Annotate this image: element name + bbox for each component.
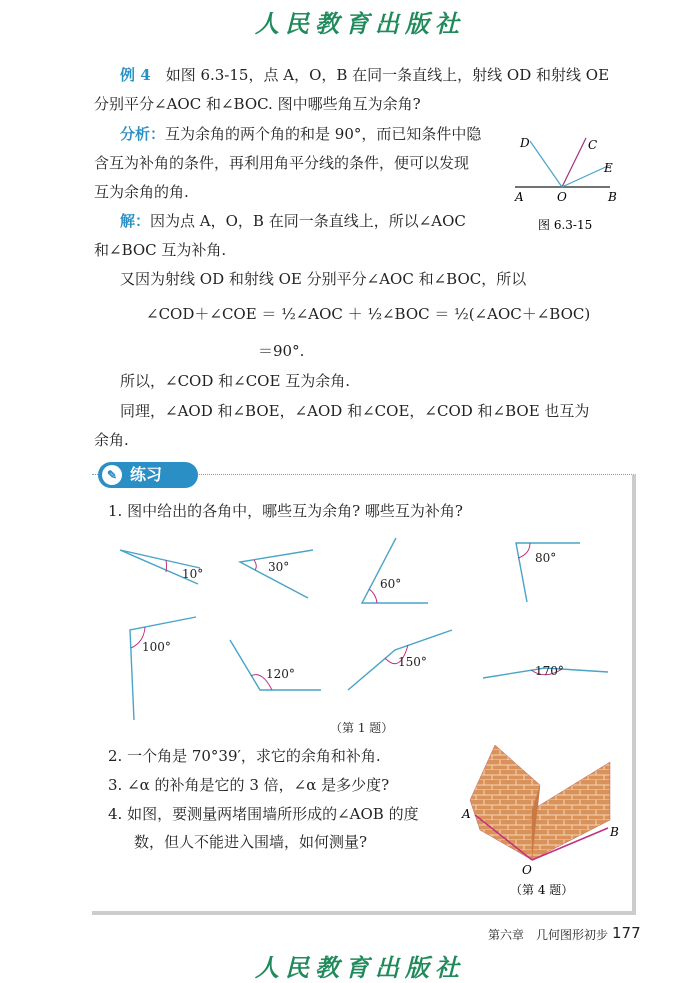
angle-label-150: 150°	[398, 655, 427, 669]
label-o: O	[557, 190, 567, 204]
angle-label-100: 100°	[142, 640, 171, 654]
formula-line-2: ＝90°.	[258, 342, 305, 360]
solution-label: 解：	[120, 212, 151, 230]
figure-caption: 图 6.3-15	[538, 218, 593, 232]
example-text: 如图 6.3-15，点 A，O，B 在同一条直线上，射线 OD 和射线 OE	[165, 66, 610, 84]
wall-label-a: A	[462, 807, 471, 821]
analysis-line-3: 互为余角的角.	[94, 183, 189, 201]
formula-line-1: ∠COD＋∠COE ＝ ½∠AOC ＋ ½∠BOC ＝ ½(∠AOC＋∠BOC)	[146, 305, 591, 323]
question-4-caption: （第 4 题）	[510, 883, 574, 897]
publisher-logo: 人民教育出版社	[255, 9, 465, 38]
solution-line-3: 又因为射线 OD 和射线 OE 分别平分∠AOC 和∠BOC，所以	[120, 270, 527, 288]
label-e: E	[604, 161, 613, 175]
analysis-label: 分析：	[120, 125, 166, 143]
angle-label-120: 120°	[266, 667, 295, 681]
angle-label-10: 10°	[182, 567, 204, 581]
example-line-2: 分别平分∠AOC 和∠BOC. 图中哪些角互为余角?	[94, 95, 421, 113]
practice-icon: ✎	[102, 465, 122, 485]
analysis-line-2: 含互为补角的条件，再利用角平分线的条件，便可以发现	[94, 154, 470, 172]
chapter-title: 第六章 几何图形初步	[488, 928, 609, 942]
label-b: B	[608, 190, 617, 204]
angle-label-60: 60°	[380, 577, 402, 591]
analysis-text: 互为余角的两个角的和是 90°，而已知条件中隐	[165, 125, 482, 143]
angle-label-80: 80°	[535, 551, 557, 565]
question-1: 1. 图中给出的各角中，哪些互为余角? 哪些互为补角?	[108, 502, 463, 520]
question-1-caption: （第 1 题）	[330, 721, 394, 735]
solution-text: 因为点 A，O，B 在同一条直线上，所以∠AOC	[150, 212, 466, 230]
solution-line-4: 所以，∠COD 和∠COE 互为余角.	[120, 372, 350, 390]
label-a: A	[515, 190, 524, 204]
wall-label-o: O	[522, 863, 532, 877]
example-label: 例 4	[120, 66, 151, 84]
question-4-line-1: 4. 如图，要测量两堵围墙所形成的∠AOB 的度	[108, 805, 419, 823]
wall-label-b: B	[610, 825, 619, 839]
solution-line-5: 同理，∠AOD 和∠BOE，∠AOD 和∠COE，∠COD 和∠BOE 也互为	[120, 402, 590, 420]
solution-line-6: 余角.	[94, 431, 129, 449]
solution-line-2: 和∠BOC 互为补角.	[94, 241, 227, 259]
label-d: D	[520, 136, 530, 150]
question-3: 3. ∠α 的补角是它的 3 倍，∠α 是多少度?	[108, 776, 390, 794]
practice-title: 练习	[130, 465, 163, 484]
question-2: 2. 一个角是 70°39′，求它的余角和补角.	[108, 747, 381, 765]
angle-label-30: 30°	[268, 560, 290, 574]
page-number: 177	[612, 924, 641, 942]
label-c: C	[588, 138, 598, 152]
angle-label-170: 170°	[535, 664, 564, 678]
question-4-line-2: 数，但人不能进入围墙，如何测量?	[134, 833, 368, 851]
wall-figure	[460, 740, 630, 900]
footer-publisher-logo: 人民教育出版社	[255, 953, 465, 982]
